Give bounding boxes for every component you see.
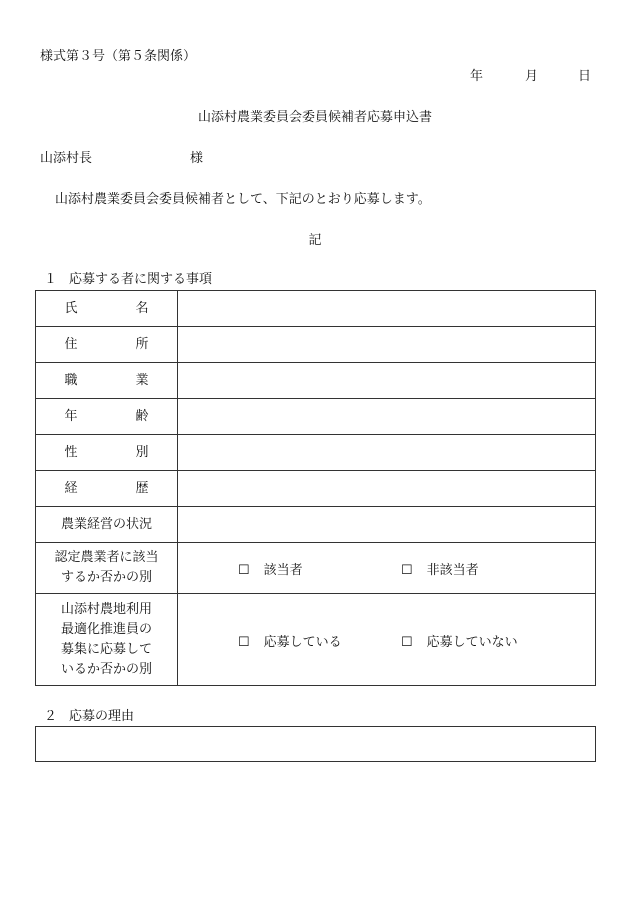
applicant-info-table xyxy=(35,290,596,686)
date-month-label: 月 xyxy=(525,69,539,84)
section1-heading xyxy=(44,272,212,288)
ki-marker: 記 xyxy=(308,233,322,248)
label-career: 経 歴 xyxy=(36,471,178,507)
occupation-field[interactable] xyxy=(178,363,596,399)
section1-number: １ xyxy=(44,272,58,287)
address-field[interactable] xyxy=(178,327,596,363)
form-number: 様式第３号（第５条関係） xyxy=(40,49,197,64)
section2-number: ２ xyxy=(44,709,58,724)
label-address: 住 所 xyxy=(36,327,178,363)
document-title: 山添村農業委員会委員候補者応募申込書 xyxy=(197,110,432,125)
reason-field[interactable] xyxy=(35,726,596,762)
promoter-options xyxy=(178,594,596,686)
table-row-occupation xyxy=(36,363,596,399)
table-row-farm-status xyxy=(36,507,596,543)
addressee-honorific: 様 xyxy=(190,151,204,166)
table-row-career xyxy=(36,471,596,507)
application-statement: 山添村農業委員会委員候補者として、下記のとおり応募します。 xyxy=(55,192,431,207)
addressee: 山添村長 xyxy=(40,151,93,166)
table-row-address xyxy=(36,327,596,363)
option-not-applicable[interactable]: ☐ 非該当者 xyxy=(401,563,479,578)
date-day-label: 日 xyxy=(578,69,592,84)
date-year-label: 年 xyxy=(470,69,484,84)
option-applicable[interactable]: ☐ 該当者 xyxy=(238,563,303,578)
label-gender: 性 別 xyxy=(36,435,178,471)
option-not-applying[interactable]: ☐ 応募していない xyxy=(401,635,518,650)
section2-title: 応募の理由 xyxy=(69,709,135,724)
checkbox-icon[interactable]: ☐ xyxy=(401,635,413,650)
section1-title: 応募する者に関する事項 xyxy=(69,272,213,287)
gender-field[interactable] xyxy=(178,435,596,471)
option-applying[interactable]: ☐ 応募している xyxy=(238,635,342,650)
label-farm-status: 農業経営の状況 xyxy=(36,507,178,543)
label-name: 氏 名 xyxy=(36,291,178,327)
farm-status-field[interactable] xyxy=(178,507,596,543)
table-row-name xyxy=(36,291,596,327)
table-row-promoter xyxy=(36,594,596,686)
checkbox-icon[interactable]: ☐ xyxy=(238,635,250,650)
career-field[interactable] xyxy=(178,471,596,507)
label-certified-farmer: 認定農業者に該当 するか否かの別 xyxy=(36,543,178,594)
age-field[interactable] xyxy=(178,399,596,435)
section2-heading xyxy=(44,709,134,725)
label-promoter: 山添村農地利用 最適化推進員の 募集に応募して いるか否かの別 xyxy=(36,594,178,686)
table-row-certified-farmer xyxy=(36,543,596,594)
table-row-age xyxy=(36,399,596,435)
name-field[interactable] xyxy=(178,291,596,327)
label-age: 年 齢 xyxy=(36,399,178,435)
checkbox-icon[interactable]: ☐ xyxy=(401,563,413,578)
label-occupation: 職 業 xyxy=(36,363,178,399)
certified-farmer-options xyxy=(178,543,596,594)
checkbox-icon[interactable]: ☐ xyxy=(238,563,250,578)
table-row-gender xyxy=(36,435,596,471)
